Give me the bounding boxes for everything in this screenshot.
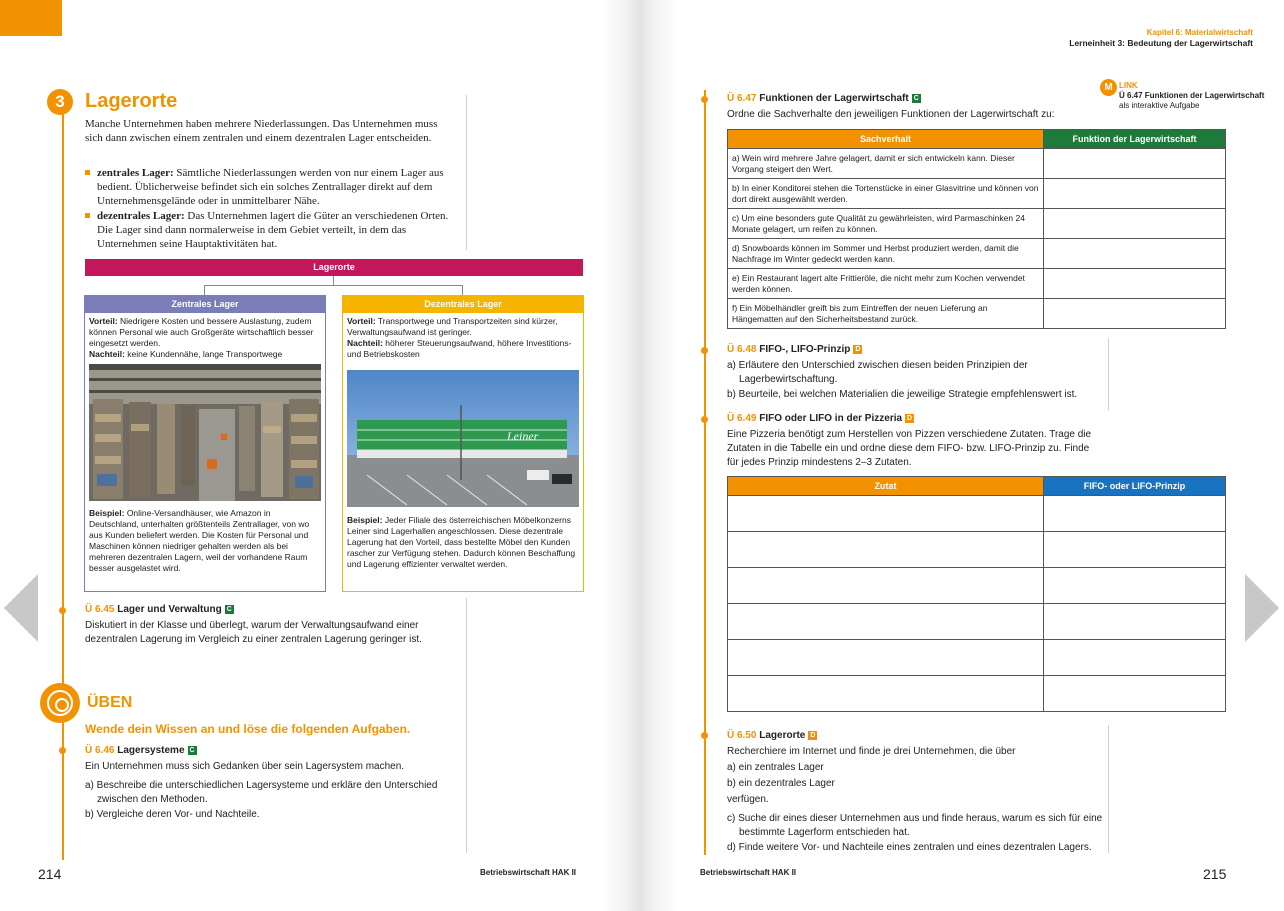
answer-cell[interactable] <box>1044 568 1226 604</box>
task-650-title: Ü 6.50 Lagerorte D <box>727 730 816 741</box>
link-box[interactable] <box>1119 81 1264 111</box>
table-row <box>728 676 1226 712</box>
box-nachteil: Nachteil: höherer Steuerungsaufwand, höhere Investitions- und Betriebskosten <box>347 338 572 359</box>
table-cell: c) Um eine besonders gute Qualität zu gewährleisten, wird Parmaschinken 24 Monate gelagert, um reifen zu können. <box>728 209 1044 239</box>
answer-cell[interactable] <box>1044 640 1226 676</box>
answer-cell[interactable] <box>1044 604 1226 640</box>
link-sub: als interaktive Aufgabe <box>1119 101 1200 110</box>
answer-cell[interactable] <box>728 640 1044 676</box>
category-d-icon: D <box>907 414 913 422</box>
box-vorteil: Vorteil: Transportwege und Transportzeiten sind kürzer, Verwaltungsaufwand ist geringer. <box>347 316 558 337</box>
task-650-b: b) ein dezentrales Lager <box>727 778 835 789</box>
task-646-b: b) Vergleiche deren Vor- und Nachteile. <box>85 809 260 820</box>
bullet-square-icon <box>85 213 90 218</box>
bullet-zentral <box>85 166 457 208</box>
margin-line <box>466 598 467 853</box>
answer-cell[interactable] <box>1044 299 1226 329</box>
footer-title: Betriebswirtschaft HAK II <box>700 868 797 877</box>
right-page <box>641 0 1284 911</box>
category-c-icon: C <box>913 94 919 102</box>
task-649-text: Eine Pizzeria benötigt zum Herstellen von Pizzen verschiedene Zutaten. Trage die Zutaten in die Tabelle ein und ordne diese dem FIFO- bzw. LIFO-Prinzip zu. Finde für jedes Prinzip mindestens 2–3 Zutaten. <box>727 429 1092 468</box>
category-c-icon: C <box>226 605 232 613</box>
header-unit: Lerneinheit 3: Bedeutung der Lagerwirtschaft <box>1069 38 1253 48</box>
table-row <box>728 532 1226 568</box>
chevron-right-icon[interactable] <box>1245 574 1279 642</box>
section-number: 3 <box>47 89 73 115</box>
answer-cell[interactable] <box>728 532 1044 568</box>
table-row <box>728 604 1226 640</box>
table-cell: f) Ein Möbelhändler greift bis zum Eintreffen der neuen Lieferung an Hängematten auf den Sicherheitsbestand zurück. <box>728 299 1044 329</box>
pizzeria-table <box>727 476 1226 712</box>
table-cell: d) Snowboards können im Sommer und Herbst produziert werden, damit die Nachfrage im Winter gedeckt werden kann. <box>728 239 1044 269</box>
table-header: Zutat <box>728 477 1044 496</box>
task-650-c: c) Suche dir eines dieser Unternehmen aus und finde heraus, warum es sich für eine bestimmte Lagerform entschieden hat. <box>727 813 1103 838</box>
margin-line <box>466 95 467 250</box>
page-number: 214 <box>38 866 62 882</box>
answer-cell[interactable] <box>728 676 1044 712</box>
task-647-title: Ü 6.47 Funktionen der Lagerwirtschaft C <box>727 93 919 104</box>
bullet-term: dezentrales Lager: <box>97 210 185 222</box>
link-title: Ü 6.47 Funktionen der Lagerwirtschaft <box>1119 91 1265 100</box>
box-header: Dezentrales Lager <box>343 296 583 313</box>
section-title: Lagerorte <box>85 90 178 112</box>
left-page <box>0 0 641 911</box>
table-header: Sachverhalt <box>728 130 1044 149</box>
answer-cell[interactable] <box>1044 496 1226 532</box>
answer-cell[interactable] <box>1044 676 1226 712</box>
timeline-line <box>62 100 64 860</box>
answer-cell[interactable] <box>728 604 1044 640</box>
task-648-title: Ü 6.48 FIFO-, LIFO-Prinzip D <box>727 344 861 355</box>
table-header: FIFO- oder LIFO-Prinzip <box>1044 477 1226 496</box>
chapter-tab <box>0 0 62 36</box>
timeline-dot <box>59 607 66 614</box>
book-gutter <box>600 0 680 911</box>
answer-cell[interactable] <box>728 568 1044 604</box>
box-beispiel: Beispiel: Online-Versandhäuser, wie Amazon in Deutschland, unterhalten größtenteils Zentrallager, von wo aus Kunden beliefert werden. Die Kosten für Personal und Maschinen können niedriger gehalten werden als bei mehreren dezentralen Lagern, weil der vorhandene Raum besser ausgelastet wird. <box>89 508 310 573</box>
task-646-title: Ü 6.46 Lagersysteme C <box>85 745 195 756</box>
task-646-a: a) Beschreibe die unterschiedlichen Lagersysteme und erkläre den Unterschied zwischen den Methoden. <box>85 780 438 805</box>
category-d-icon: D <box>810 731 816 739</box>
bullet-dezentral <box>85 209 457 251</box>
category-c-icon: C <box>189 746 195 754</box>
table-row <box>728 568 1226 604</box>
box-vorteil: Vorteil: Niedrigere Kosten und bessere Auslastung, zudem können Personal wie auch Großgeräte wirtschaftlich besser eingesetzt werden. <box>89 316 314 348</box>
diagram-root: Lagerorte <box>85 259 583 276</box>
footer-title: Betriebswirtschaft HAK II <box>480 868 577 877</box>
warehouse-photo <box>89 364 321 501</box>
diagram-connector <box>462 285 463 295</box>
diagram-connector <box>204 285 205 295</box>
task-649-title: Ü 6.49 FIFO oder LIFO in der Pizzeria D <box>727 413 913 424</box>
header-chapter: Kapitel 6: Materialwirtschaft <box>1146 28 1253 37</box>
answer-cell[interactable] <box>1044 149 1226 179</box>
answer-cell[interactable] <box>1044 239 1226 269</box>
task-648-a: a) Erläutere den Unterschied zwischen diesen beiden Prinzipien der Lagerbewirtschaftung. <box>727 360 1028 385</box>
store-sign: Leiner <box>507 429 539 443</box>
answer-cell[interactable] <box>1044 209 1226 239</box>
task-650-a: a) ein zentrales Lager <box>727 762 824 773</box>
page-number: 215 <box>1203 866 1227 882</box>
warehouse-image <box>89 364 321 501</box>
box-dezentrales-lager <box>342 295 584 592</box>
box-zentrales-lager <box>84 295 326 592</box>
chevron-left-icon[interactable] <box>4 574 38 642</box>
bullet-term: zentrales Lager: <box>97 167 174 179</box>
answer-cell[interactable] <box>1044 179 1226 209</box>
answer-cell[interactable] <box>1044 532 1226 568</box>
ueben-subtitle: Wende dein Wissen an und löse die folgenden Aufgaben. <box>85 722 411 736</box>
task-645-title: Ü 6.45 Lager und Verwaltung C <box>85 604 232 615</box>
task-650-after: verfügen. <box>727 794 769 805</box>
table-cell: b) In einer Konditorei stehen die Tortenstücke in einer Glasvitrine und können von dort direkt ausgewählt werden. <box>728 179 1044 209</box>
task-650-text: Recherchiere im Internet und finde je drei Unternehmen, die über <box>727 746 1016 757</box>
table-cell: e) Ein Restaurant lagert alte Frittieröle, die nicht mehr zum Kochen verwendet werden können. <box>728 269 1044 299</box>
box-nachteil: Nachteil: keine Kundennähe, lange Transportwege <box>89 349 283 359</box>
task-646-text: Ein Unternehmen muss sich Gedanken über sein Lagersystem machen. <box>85 761 405 772</box>
table-header: Funktion der Lagerwirtschaft <box>1044 130 1226 149</box>
ueben-title: ÜBEN <box>87 694 133 711</box>
bullet-text: Das Unternehmen lagert die Güter an verschiedenen Orten. Die Lager sind dann normalerweise in dem Gebiet verteilt, in dem das Unternehmen seine Hauptaktivitäten hat. <box>97 210 449 250</box>
bullet-text: Sämtliche Niederlassungen werden von nur einem Lager aus bedient. Üblicherweise befindet sich ein solches Zentrallager direkt auf dem Unternehmensgelände oder in unmittelbarer Nähe. <box>97 167 444 207</box>
answer-cell[interactable] <box>728 496 1044 532</box>
task-648-b: b) Beurteile, bei welchen Materialien die jeweilige Strategie empfehlenswert ist. <box>727 389 1078 400</box>
intro-paragraph: Manche Unternehmen haben mehrere Niederlassungen. Das Unternehmen muss sich dann zwischen einem zentralen und einem dezentralen Lager entscheiden. <box>85 118 438 144</box>
category-d-icon: D <box>855 345 861 353</box>
task-645-text: Diskutiert in der Klasse und überlegt, warum der Verwaltungsaufwand einer dezentralen Lagerung im Vergleich zu einer zentralen Lagerung geringer ist. <box>85 620 422 645</box>
diagram-connector <box>333 276 334 285</box>
store-image <box>347 370 579 507</box>
bullet-square-icon <box>85 170 90 175</box>
box-beispiel: Beispiel: Jeder Filiale des österreichischen Möbelkonzerns Leiner sind Lagerhallen angeschlossen. Diese dezentrale Lagerung hat den Vorteil, dass bestellte Möbel den Kunden rascher zur Verfügung stehen. Dadurch können Beschaffung und Lagerung effizienter verwaltet werden. <box>347 515 576 569</box>
diagram-connector <box>204 285 462 286</box>
timeline-dot <box>59 747 66 754</box>
target-icon <box>40 683 80 723</box>
store-photo <box>347 370 579 507</box>
task-647-text: Ordne die Sachverhalte den jeweiligen Funktionen der Lagerwirtschaft zu: <box>727 109 1055 120</box>
task-650-d: d) Finde weitere Vor- und Nachteile eines zentralen und eines dezentralen Lagers. <box>727 842 1092 853</box>
table-cell: a) Wein wird mehrere Jahre gelagert, damit er sich entwickeln kann. Dieser Vorgang steigert den Wert. <box>728 149 1044 179</box>
table-row <box>728 496 1226 532</box>
table-row <box>728 640 1226 676</box>
answer-cell[interactable] <box>1044 269 1226 299</box>
link-label: LINK <box>1119 81 1138 90</box>
box-header: Zentrales Lager <box>85 296 325 313</box>
link-m-icon[interactable]: M <box>1100 79 1117 96</box>
